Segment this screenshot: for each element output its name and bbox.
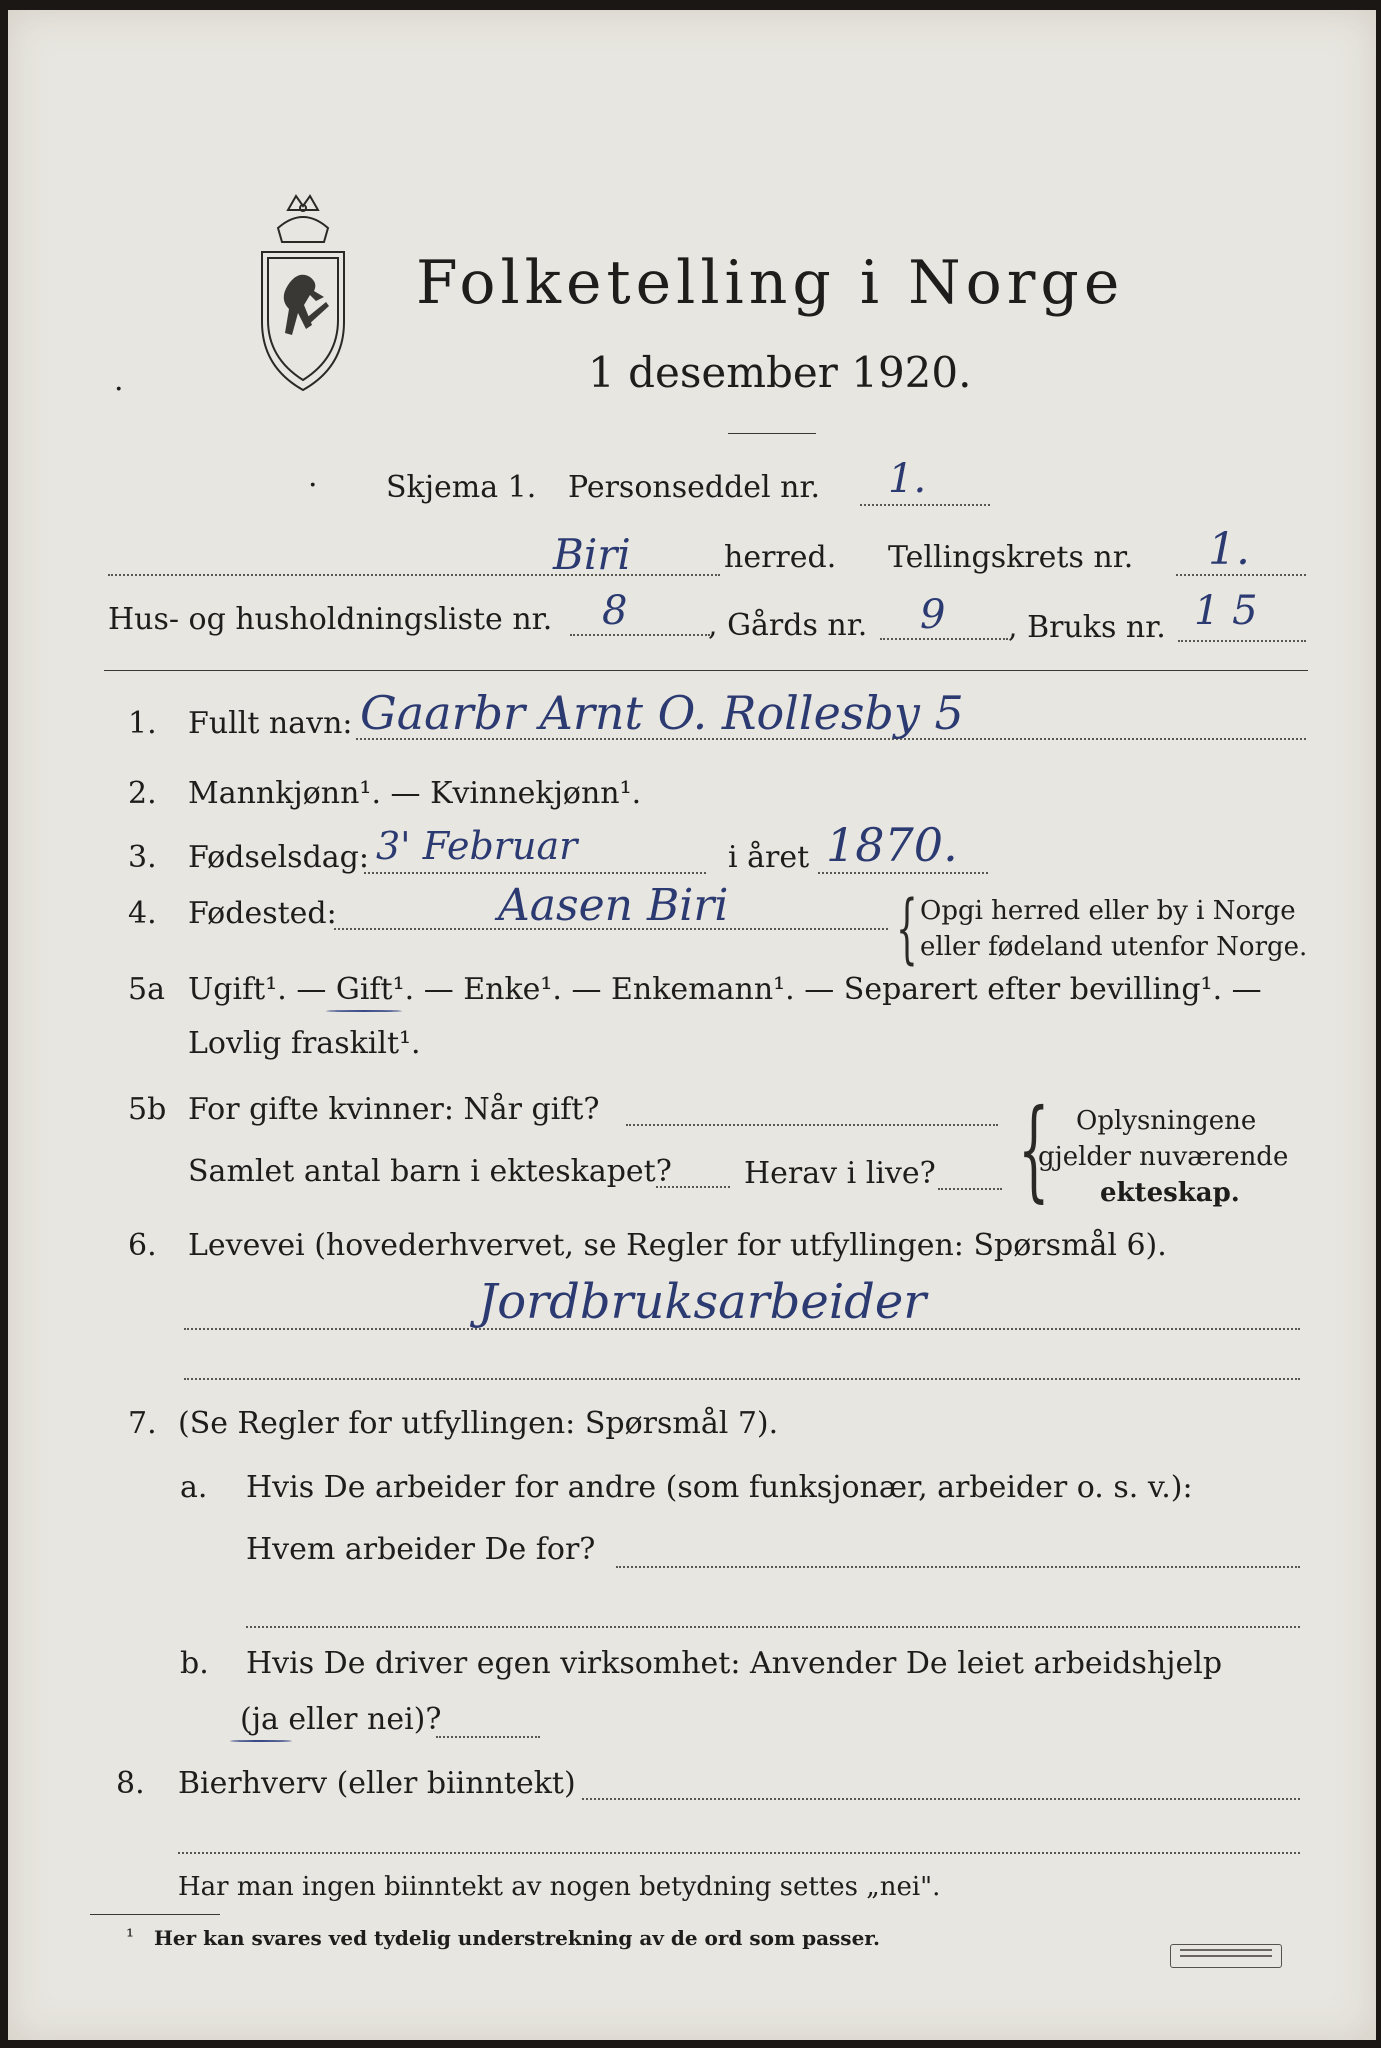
q5b-label3: Herav i live?: [744, 1156, 936, 1191]
q5b-label1: For gifte kvinner: Når gift?: [188, 1092, 600, 1127]
hus-label: Hus- og husholdningsliste nr.: [108, 602, 553, 637]
q7-number: 7.: [128, 1406, 157, 1441]
q4-note-line1: Opgi herred eller by i Norge: [920, 896, 1296, 926]
q1-number: 1.: [128, 706, 157, 741]
dot-mark-2: ·: [308, 468, 318, 503]
ja-underline: [230, 1740, 292, 1742]
full-name-value: Gaarbr Arnt O. Rollesby 5: [360, 686, 964, 740]
q8-label: Bierhverv (eller biinntekt): [178, 1766, 576, 1801]
q7a-letter: a.: [180, 1470, 208, 1505]
tellingskrets-value: 1.: [1208, 524, 1250, 575]
q6-label: Levevei (hovederhvervet, se Regler for utfyllingen: Spørsmål 6).: [188, 1228, 1167, 1263]
birth-year-value: 1870.: [826, 818, 958, 872]
form-date: 1 desember 1920.: [588, 348, 972, 397]
herred-value: Biri: [553, 530, 631, 579]
q7b-letter: b.: [180, 1646, 209, 1681]
q5a-text2: Lovlig fraskilt¹.: [188, 1026, 421, 1061]
q8-number: 8.: [116, 1766, 145, 1801]
personseddel-label: Personseddel nr.: [568, 470, 821, 505]
bruks-label: , Bruks nr.: [1008, 610, 1166, 645]
q7b-text2: (ja eller nei)?: [240, 1702, 442, 1737]
herred-label: herred.: [724, 540, 837, 575]
norwegian-coat-of-arms-icon: [248, 190, 358, 400]
gift-underline: [326, 1010, 402, 1012]
gards-value: 9: [920, 592, 946, 638]
q4-number: 4.: [128, 896, 157, 931]
q3-number: 3.: [128, 840, 157, 875]
q5b-label2: Samlet antal barn i ekteskapet?: [188, 1154, 672, 1189]
bruks-value: 1 5: [1194, 588, 1258, 634]
tellingskrets-label: Tellingskrets nr.: [888, 540, 1134, 575]
occupation-value: Jordbruksarbeider: [478, 1274, 927, 1330]
q5b-note-line3: ekteskap.: [1100, 1178, 1240, 1208]
q6-number: 6.: [128, 1228, 157, 1263]
q2-number: 2.: [128, 776, 157, 811]
footnote-mark: ¹: [126, 1924, 135, 1948]
birthplace-value: Aasen Biri: [498, 880, 729, 931]
q5b-note-line2: gjelder nuværende: [1038, 1142, 1289, 1172]
q7a-text2: Hvem arbeider De for?: [246, 1532, 596, 1567]
q5b-number: 5b: [128, 1092, 167, 1127]
q1-label: Fullt navn:: [188, 706, 353, 741]
q4-note-line2: eller fødeland utenfor Norge.: [920, 932, 1308, 962]
personseddel-value: 1.: [888, 456, 927, 502]
q5a-text: Ugift¹. — Gift¹. — Enke¹. — Enkemann¹. — Separert efter bevilling¹. —: [188, 972, 1262, 1007]
q3-label: Fødselsdag:: [188, 840, 369, 875]
biinntekt-note: Har man ingen biinntekt av nogen betydning settes „nei".: [178, 1872, 941, 1902]
header-divider: [104, 670, 1308, 671]
birthday-value: 3' Februar: [376, 824, 578, 868]
q2-text: Mannkjønn¹. — Kvinnekjønn¹.: [188, 776, 642, 811]
printer-stamp-icon: [1170, 1944, 1282, 1968]
q4-brace: {: [896, 883, 918, 972]
q7-label: (Se Regler for utfyllingen: Spørsmål 7).: [178, 1406, 779, 1441]
title-divider: [728, 433, 816, 434]
footnote-text: Her kan svares ved tydelig understrekning av de ord som passer.: [154, 1926, 880, 1950]
q5b-brace: {: [1018, 1085, 1050, 1213]
q5a-number: 5a: [128, 972, 165, 1007]
q4-label: Fødested:: [188, 896, 337, 931]
footnote-divider: [90, 1914, 220, 1915]
skjema-label: Skjema 1.: [386, 470, 537, 505]
q7a-text: Hvis De arbeider for andre (som funksjonær, arbeider o. s. v.):: [246, 1470, 1193, 1505]
q7b-text: Hvis De driver egen virksomhet: Anvender De leiet arbeidshjelp: [246, 1646, 1223, 1681]
q5b-note-line1: Oplysningene: [1076, 1106, 1257, 1136]
form-title: Folketelling i Norge: [416, 248, 1125, 318]
q3-year-label: i året: [728, 840, 810, 875]
gards-label: , Gårds nr.: [708, 608, 868, 643]
dot-mark: ·: [114, 372, 124, 407]
census-form: [8, 10, 1376, 2040]
hus-value: 8: [602, 588, 628, 634]
